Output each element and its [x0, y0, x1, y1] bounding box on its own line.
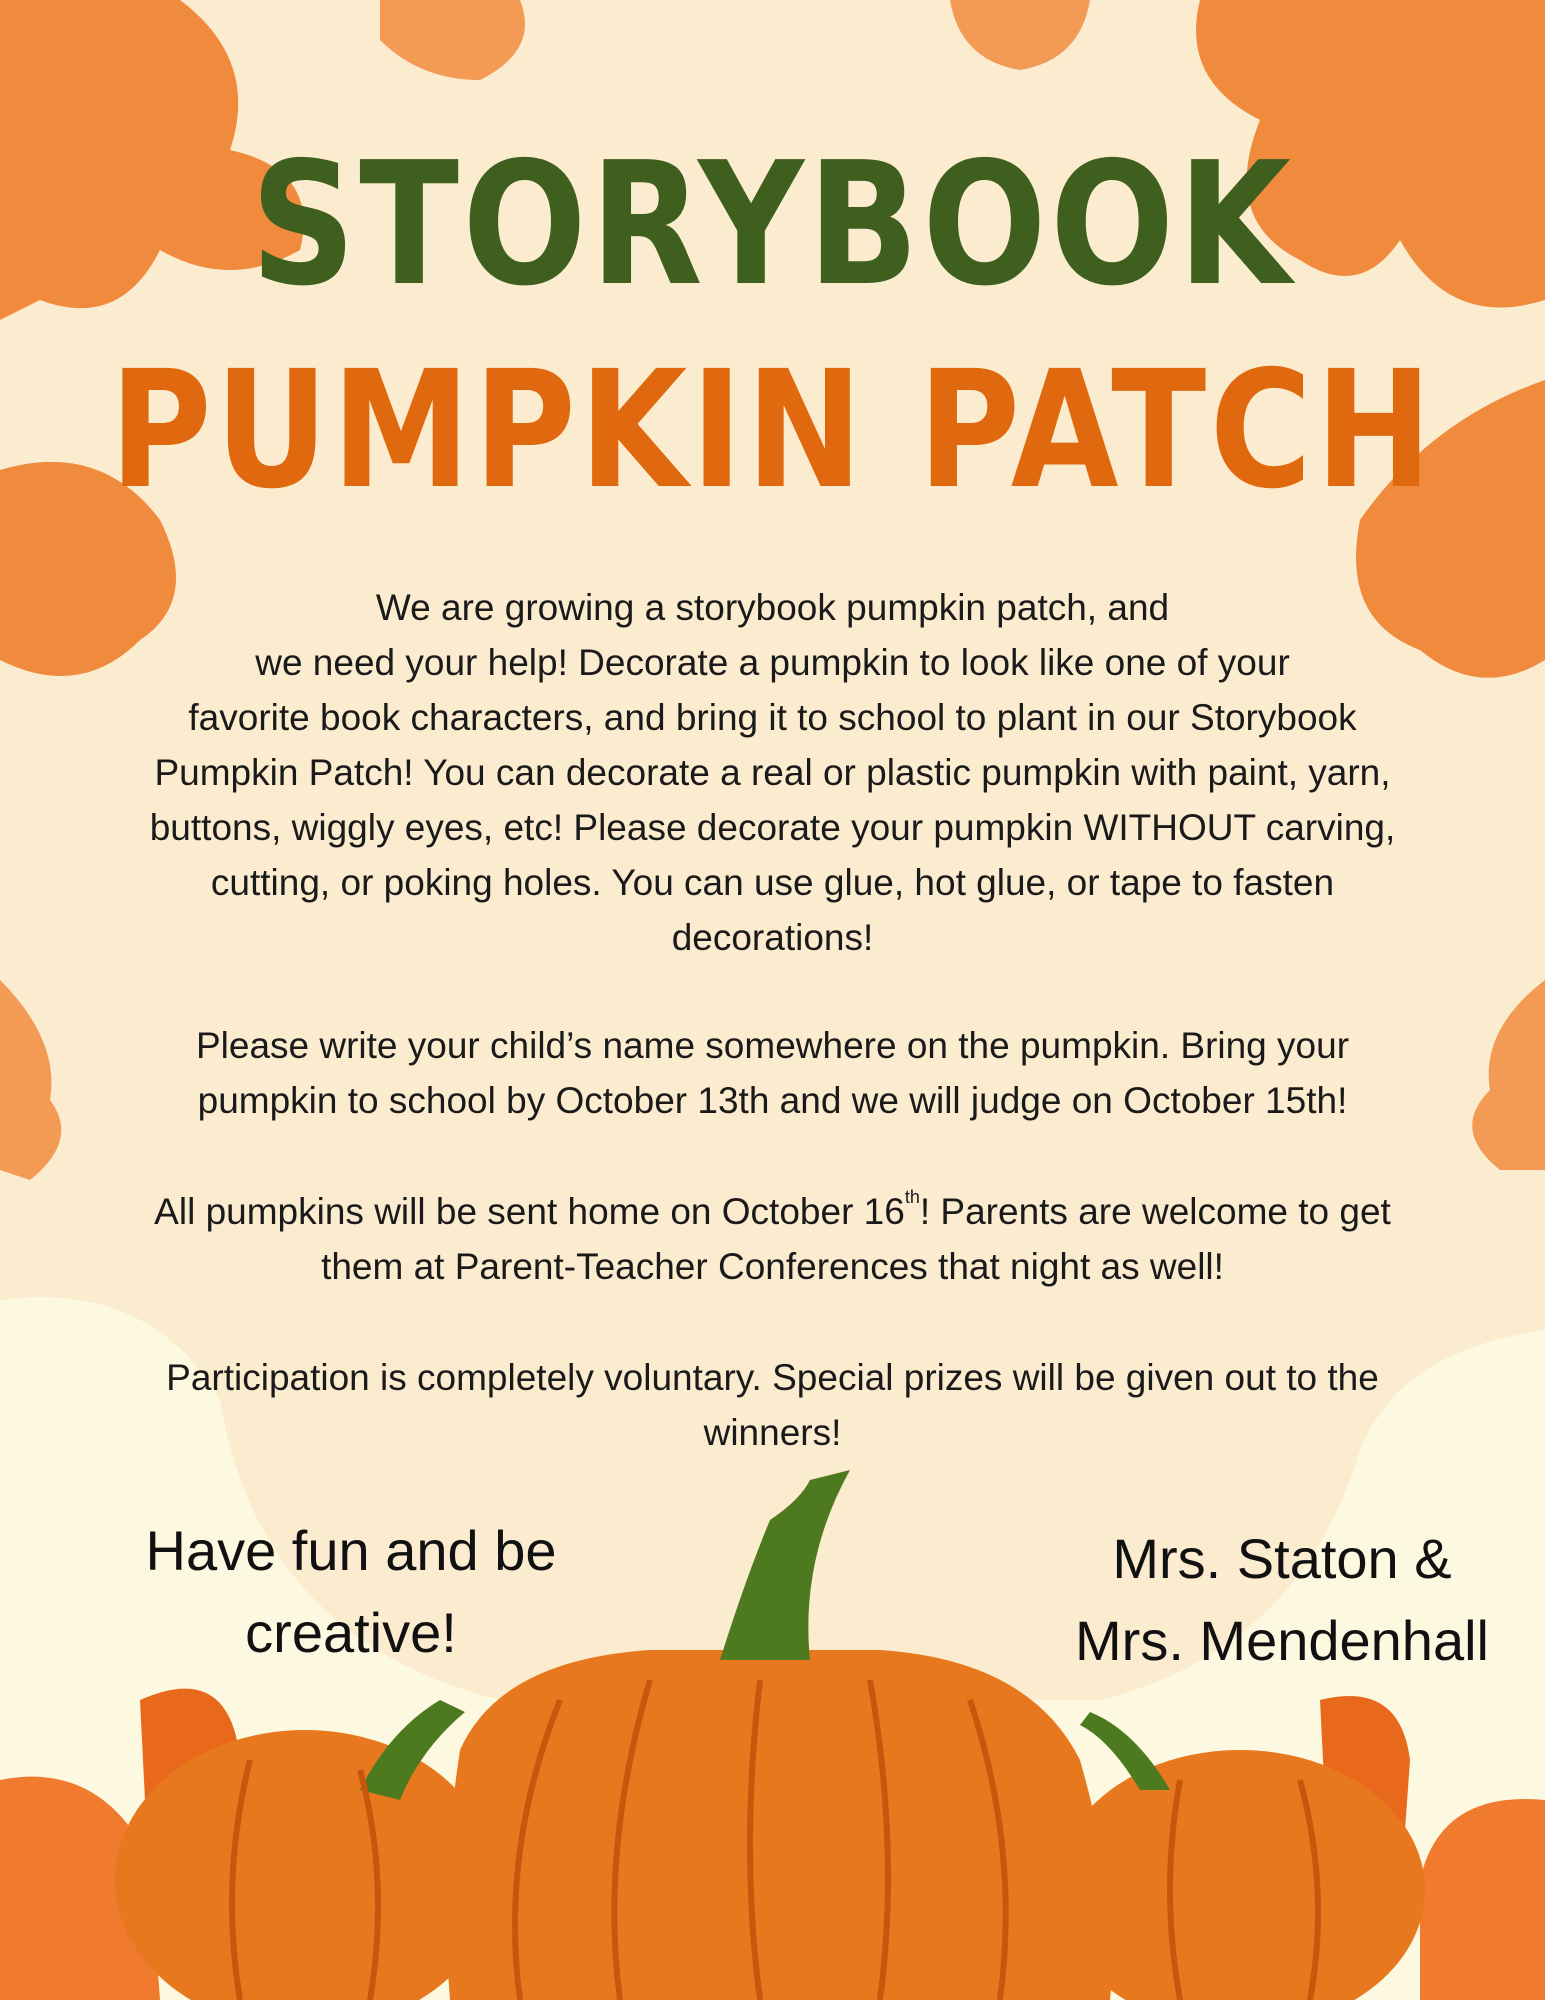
text-line: creative! [245, 1601, 457, 1664]
text-line: pumpkin to school by October 13th and we will judge on October 15th! [197, 1080, 1348, 1121]
text-line: Pumpkin Patch! You can decorate a real or plastic pumpkin with paint, yarn, [154, 752, 1391, 793]
text-line: winners! [703, 1412, 842, 1453]
text-line: We are growing a storybook pumpkin patch, and [375, 587, 1170, 628]
text-line: we need your help! Decorate a pumpkin to look like one of your [255, 642, 1290, 683]
text-span: ! Parents are welcome to get [919, 1191, 1391, 1232]
text-line: Please write your child’s name somewhere on the pumpkin. Bring your [195, 1025, 1350, 1066]
text-line: decorations! [671, 917, 874, 958]
text-line: Have fun and be [145, 1519, 557, 1582]
title-pumpkin-patch: PUMPKIN PATCH [109, 337, 1436, 525]
text-line: buttons, wiggly eyes, etc! Please decorate your pumpkin WITHOUT carving, [149, 807, 1396, 848]
text-line: Participation is completely voluntary. Special prizes will be given out to the [166, 1357, 1379, 1398]
closing-message [101, 1510, 601, 1674]
text-line: favorite book characters, and bring it to school to plant in our Storybook [188, 697, 1357, 738]
participation-paragraph [10, 1350, 1535, 1460]
pickup-paragraph [10, 1184, 1535, 1294]
title-storybook: STORYBOOK [250, 126, 1295, 324]
text-line: Mrs. Staton & [1112, 1527, 1452, 1590]
text-line: them at Parent-Teacher Conferences that night as well! [321, 1246, 1224, 1287]
signature-teachers [1032, 1518, 1532, 1682]
ordinal-suffix: th [904, 1187, 920, 1207]
text-line: Mrs. Mendenhall [1075, 1609, 1489, 1672]
text-span: All pumpkins will be sent home on October 16 [154, 1191, 905, 1232]
text-line: cutting, or poking holes. You can use glue, hot glue, or tape to fasten [210, 862, 1335, 903]
intro-paragraph [10, 580, 1535, 965]
deadline-paragraph [10, 1018, 1535, 1128]
